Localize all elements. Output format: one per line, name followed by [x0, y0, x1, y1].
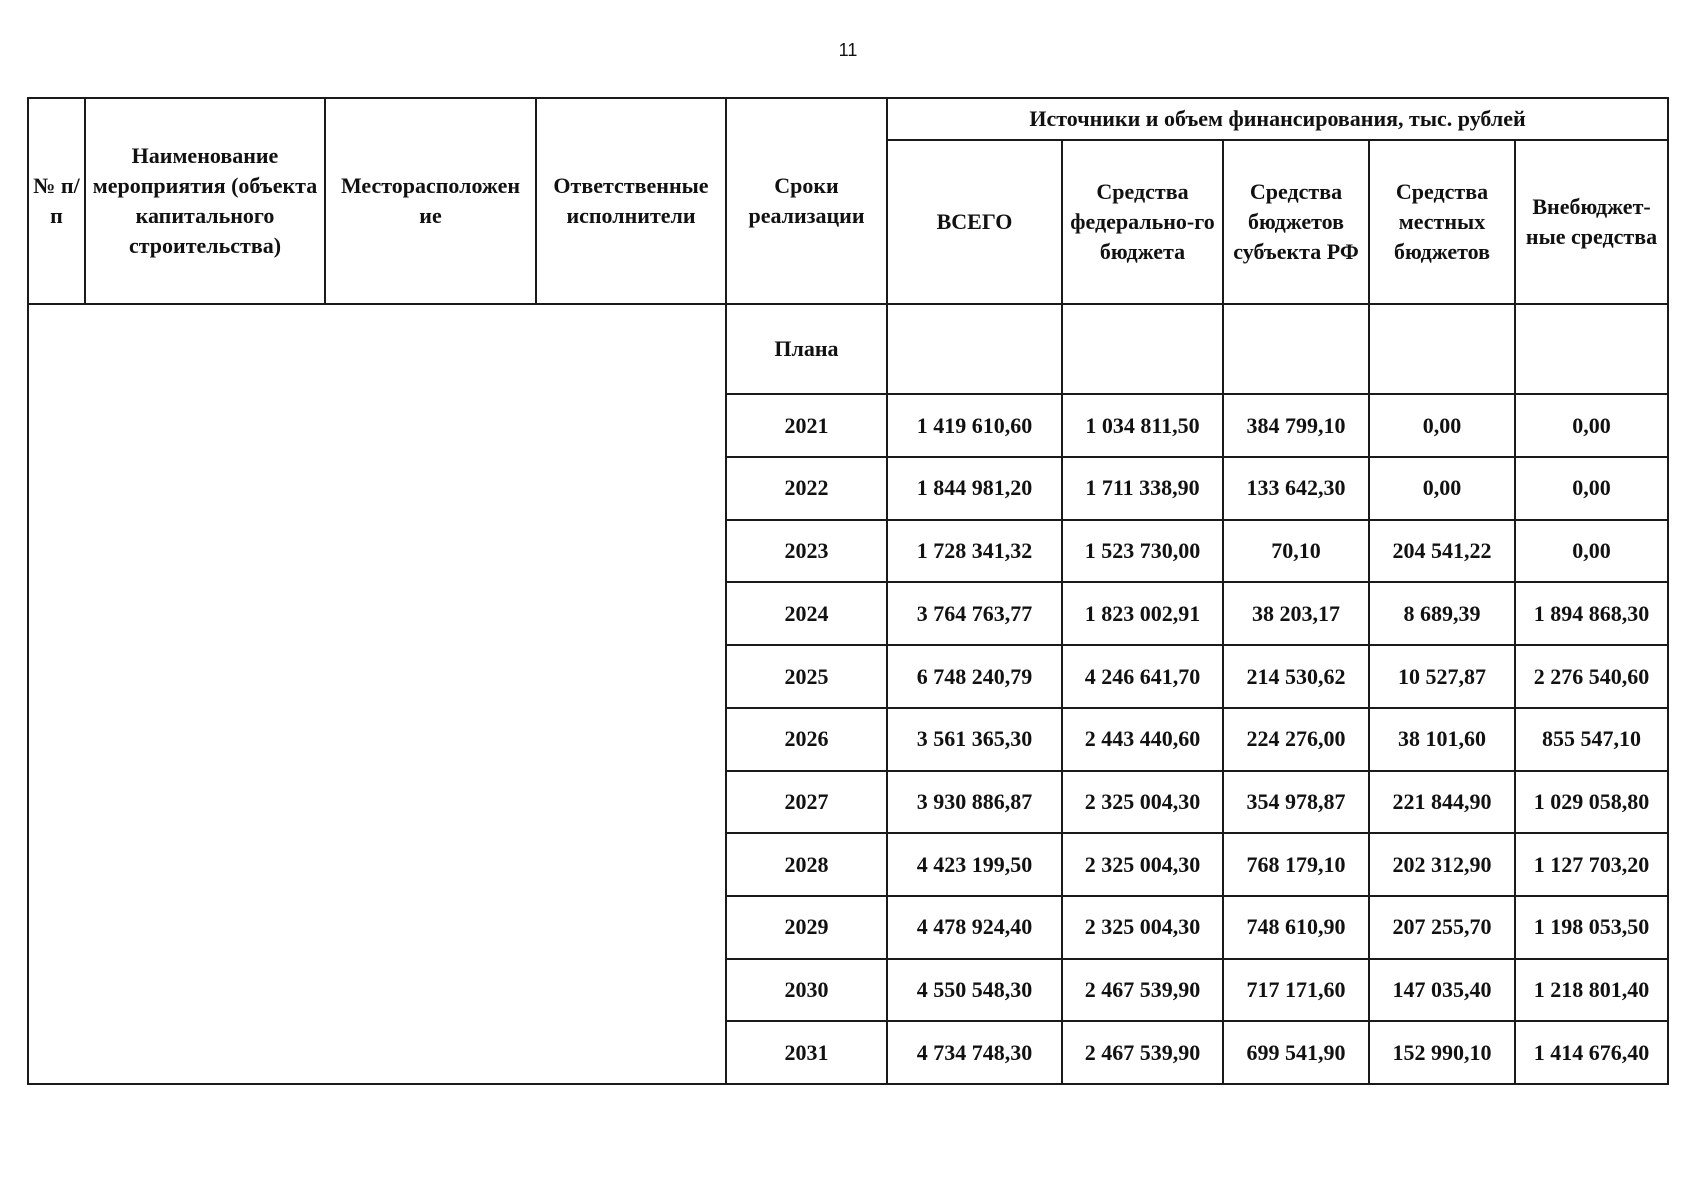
cell-year: 2023: [726, 520, 887, 583]
header-extra: Внебюджет-ные средства: [1515, 140, 1668, 304]
cell-year: 2025: [726, 645, 887, 708]
header-local: Средства местных бюджетов: [1369, 140, 1515, 304]
cell-federal: 1 523 730,00: [1062, 520, 1223, 583]
cell-year: 2030: [726, 959, 887, 1022]
cell-federal: 2 443 440,60: [1062, 708, 1223, 771]
cell-total: 3 930 886,87: [887, 771, 1062, 834]
cell-extra: 855 547,10: [1515, 708, 1668, 771]
cell-local: 38 101,60: [1369, 708, 1515, 771]
header-subject: Средства бюджетов субъекта РФ: [1223, 140, 1369, 304]
cell-subject: 699 541,90: [1223, 1021, 1369, 1084]
cell-subject: 384 799,10: [1223, 394, 1369, 457]
cell-local: 204 541,22: [1369, 520, 1515, 583]
cell-year: 2031: [726, 1021, 887, 1084]
header-responsible: Ответственные исполнители: [536, 98, 726, 304]
cell-subject: 133 642,30: [1223, 457, 1369, 520]
cell-extra: 1 029 058,80: [1515, 771, 1668, 834]
header-terms: Сроки реализации: [726, 98, 887, 304]
financing-table: [27, 97, 1669, 1085]
plan-row: [28, 304, 1668, 394]
cell-total: 1 728 341,32: [887, 520, 1062, 583]
cell-subject: 748 610,90: [1223, 896, 1369, 959]
cell-local: 207 255,70: [1369, 896, 1515, 959]
merged-empty-cell: [28, 304, 726, 1084]
cell-federal: 2 467 539,90: [1062, 1021, 1223, 1084]
header-total: ВСЕГО: [887, 140, 1062, 304]
cell-subject: 38 203,17: [1223, 582, 1369, 645]
cell-extra: 2 276 540,60: [1515, 645, 1668, 708]
cell-total: 1 844 981,20: [887, 457, 1062, 520]
cell-local: 147 035,40: [1369, 959, 1515, 1022]
empty-cell: [887, 304, 1062, 394]
cell-extra: 1 198 053,50: [1515, 896, 1668, 959]
cell-federal: 1 823 002,91: [1062, 582, 1223, 645]
cell-local: 10 527,87: [1369, 645, 1515, 708]
plan-label: Плана: [726, 304, 887, 394]
table-body: [28, 304, 1668, 1084]
cell-local: 8 689,39: [1369, 582, 1515, 645]
cell-federal: 2 325 004,30: [1062, 771, 1223, 834]
cell-federal: 2 325 004,30: [1062, 833, 1223, 896]
cell-local: 0,00: [1369, 457, 1515, 520]
cell-year: 2026: [726, 708, 887, 771]
header-name: Наименование мероприятия (объекта капитального строительства): [85, 98, 325, 304]
cell-year: 2024: [726, 582, 887, 645]
cell-federal: 1 711 338,90: [1062, 457, 1223, 520]
header-num: № п/п: [28, 98, 85, 304]
cell-year: 2029: [726, 896, 887, 959]
header-location: Месторасположен ие: [325, 98, 536, 304]
cell-local: 221 844,90: [1369, 771, 1515, 834]
cell-total: 1 419 610,60: [887, 394, 1062, 457]
cell-extra: 0,00: [1515, 457, 1668, 520]
cell-extra: 1 127 703,20: [1515, 833, 1668, 896]
cell-subject: 224 276,00: [1223, 708, 1369, 771]
cell-year: 2021: [726, 394, 887, 457]
cell-extra: 1 894 868,30: [1515, 582, 1668, 645]
empty-cell: [1223, 304, 1369, 394]
cell-total: 4 478 924,40: [887, 896, 1062, 959]
cell-local: 202 312,90: [1369, 833, 1515, 896]
cell-total: 6 748 240,79: [887, 645, 1062, 708]
cell-subject: 354 978,87: [1223, 771, 1369, 834]
empty-cell: [1062, 304, 1223, 394]
table-header: [28, 98, 1668, 304]
cell-federal: 1 034 811,50: [1062, 394, 1223, 457]
header-federal: Средства федерально-го бюджета: [1062, 140, 1223, 304]
cell-extra: 1 414 676,40: [1515, 1021, 1668, 1084]
cell-subject: 70,10: [1223, 520, 1369, 583]
cell-total: 3 764 763,77: [887, 582, 1062, 645]
empty-cell: [1515, 304, 1668, 394]
cell-local: 152 990,10: [1369, 1021, 1515, 1084]
cell-total: 4 423 199,50: [887, 833, 1062, 896]
cell-subject: 768 179,10: [1223, 833, 1369, 896]
cell-year: 2022: [726, 457, 887, 520]
cell-federal: 2 467 539,90: [1062, 959, 1223, 1022]
cell-year: 2028: [726, 833, 887, 896]
cell-total: 3 561 365,30: [887, 708, 1062, 771]
cell-subject: 717 171,60: [1223, 959, 1369, 1022]
cell-local: 0,00: [1369, 394, 1515, 457]
cell-extra: 0,00: [1515, 520, 1668, 583]
cell-total: 4 550 548,30: [887, 959, 1062, 1022]
cell-total: 4 734 748,30: [887, 1021, 1062, 1084]
cell-federal: 2 325 004,30: [1062, 896, 1223, 959]
page-number: 11: [838, 40, 858, 60]
cell-extra: 0,00: [1515, 394, 1668, 457]
empty-cell: [1369, 304, 1515, 394]
cell-subject: 214 530,62: [1223, 645, 1369, 708]
cell-federal: 4 246 641,70: [1062, 645, 1223, 708]
cell-extra: 1 218 801,40: [1515, 959, 1668, 1022]
cell-year: 2027: [726, 771, 887, 834]
header-sources-group: Источники и объем финансирования, тыс. рублей: [887, 98, 1668, 140]
